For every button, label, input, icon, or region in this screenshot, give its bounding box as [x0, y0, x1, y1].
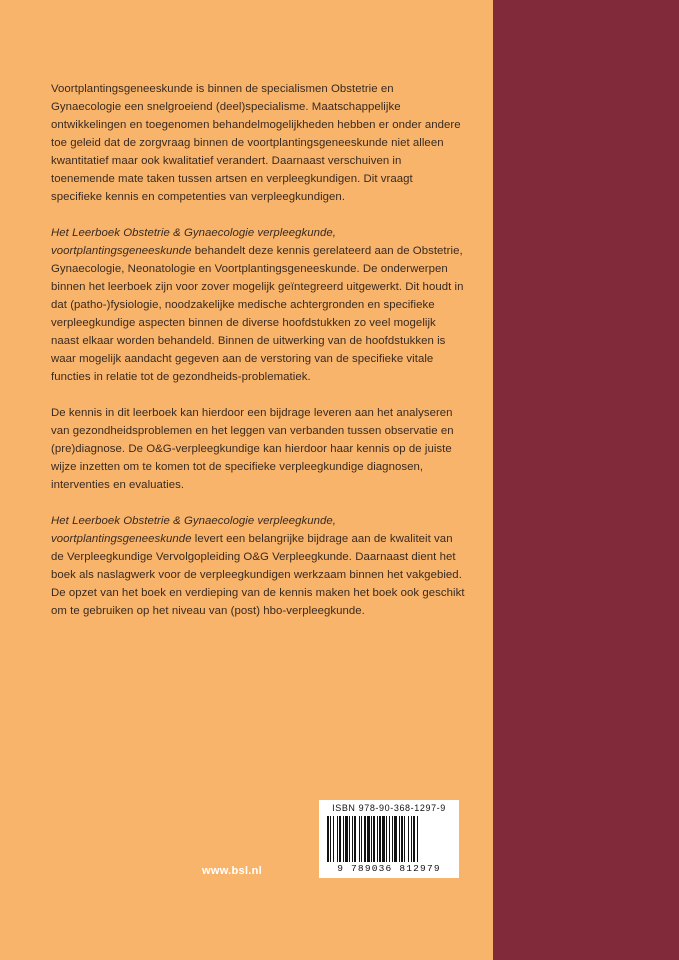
blurb-paragraph-4-body: levert een belangrijke bijdrage aan de kwaliteit van de Verpleegkundige Vervolgopleiding O&G Verpleegkunde. Daarnaast dient het boek als naslagwerk voor de verpleegkundigen werkzaam binnen het vakgebied. De opzet van het boek en verdieping van de kennis maken het boek ook geschikt om te gebruiken op het niveau van (post) hbo-verpleegkunde.	[51, 533, 465, 617]
barcode-bar	[354, 816, 356, 862]
isbn-barcode	[319, 800, 459, 878]
book-title-italic: Het Leerboek Obstetrie & Gynaecologie verpleegkunde, voortplantingsgeneeskunde	[51, 227, 337, 257]
barcode-bar	[364, 816, 366, 862]
barcode-bar	[394, 816, 397, 862]
barcode-bar	[389, 816, 390, 862]
barcode-bar	[379, 816, 381, 862]
barcode-bar	[382, 816, 385, 862]
blurb-paragraph-2	[51, 224, 465, 386]
blurb-paragraph-4	[51, 512, 465, 620]
barcode-bars	[327, 816, 451, 862]
barcode-bar	[413, 816, 415, 862]
barcode-bar	[371, 816, 372, 862]
blurb-paragraph-2-body: behandelt deze kennis gerelateerd aan de Obstetrie, Gynaecologie, Neonatologie en Voortplantingsgeneeskunde. De onderwerpen binnen het leerboek zijn voor zover mogelijk geïntegreerd uitgewerkt. Dit houdt in dat (patho-)fysiologie, noodzakelijke medische achtergronden en specifieke verpleegkundige aspecten binnen de diverse hoofdstukken zo veel mogelijk naast elkaar worden behandeld. Binnen de uitwerking van de hoofdstukken is waar mogelijk aandacht gegeven aan de verstoring van de specifieke vitale functies in relatie tot de gezondheids-problematiek.	[51, 245, 464, 383]
barcode-bar	[367, 816, 370, 862]
blurb-text	[51, 80, 465, 638]
isbn-label: ISBN 978-90-368-1297-9	[332, 803, 446, 813]
barcode-bar	[352, 816, 353, 862]
barcode-bar	[399, 816, 400, 862]
barcode-bar	[330, 816, 331, 862]
barcode-bar	[408, 816, 409, 862]
spine-panel	[493, 0, 679, 960]
barcode-bar	[373, 816, 375, 862]
barcode-bar	[327, 816, 329, 862]
barcode-bar	[337, 816, 338, 862]
barcode-bar	[339, 816, 341, 862]
barcode-bar	[343, 816, 344, 862]
barcode-bar	[345, 816, 348, 862]
barcode-bar	[392, 816, 393, 862]
barcode-bar	[401, 816, 403, 862]
barcode-bar	[404, 816, 405, 862]
barcode-bar	[333, 816, 334, 862]
barcode-bar	[377, 816, 378, 862]
barcode-bar	[361, 816, 362, 862]
barcode-bar	[411, 816, 412, 862]
barcode-bar	[386, 816, 387, 862]
publisher-url: www.bsl.nl	[202, 865, 263, 877]
blurb-paragraph-3: De kennis in dit leerboek kan hierdoor een bijdrage leveren aan het analyseren van gezondheidsproblemen en het leggen van verbanden tussen observatie en (pre)diagnose. De O&G-verpleegkundige kan hierdoor haar kennis op de juiste wijze inzetten om te komen tot de specifieke verpleegkundige diagnosen, interventies en evaluaties.	[51, 407, 454, 491]
barcode-bar	[359, 816, 360, 862]
barcode-bar	[417, 816, 418, 862]
barcode-digits: 9 789036 812979	[337, 863, 441, 874]
blurb-paragraph-1: Voortplantingsgeneeskunde is binnen de specialismen Obstetrie en Gynaecologie een snelgroeiend (deel)specialisme. Maatschappelijke ontwikkelingen en toegenomen behandelmogelijkheden hebben er onder andere toe geleid dat de zorgvraag binnen de voortplantingsgeneeskunde niet alleen kwantitatief maar ook kwalitatief verandert. Daarnaast verschuiven in toenemende mate taken tussen artsen en verpleegkundigen. Dit vraagt specifieke kennis en competenties van verpleegkundigen.	[51, 83, 461, 203]
barcode-bar	[349, 816, 350, 862]
book-title-italic: Het Leerboek Obstetrie & Gynaecologie verpleegkunde, voortplantingsgeneeskunde	[51, 515, 337, 545]
